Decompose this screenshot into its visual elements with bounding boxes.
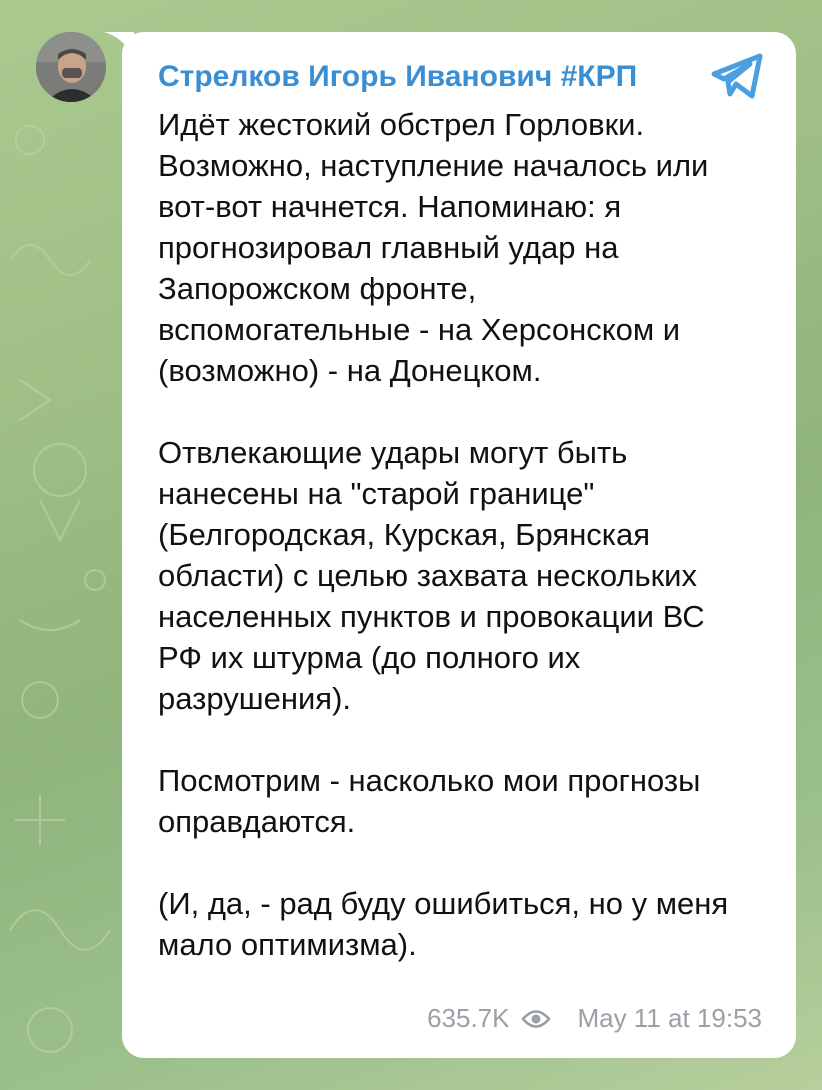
message-bubble <box>122 32 796 1058</box>
sender-name[interactable]: Стрелков Игорь Иванович #КРП <box>158 60 638 93</box>
telegram-share-icon[interactable] <box>710 52 766 100</box>
avatar-photo <box>36 32 106 102</box>
eye-icon <box>521 1008 551 1030</box>
message-text <box>158 104 768 965</box>
message-paragraph: Отвлекающие удары могут быть нанесены на "старой границе" (Белгородская, Курская, Брянская области) с целью захвата нескольких населенных пунктов и провокации ВС РФ их штурма (до полного их разрушения). <box>158 435 705 716</box>
avatar[interactable] <box>36 32 106 102</box>
timestamp: May 11 at 19:53 <box>577 1003 762 1033</box>
message-paragraph: Посмотрим - насколько мои прогнозы оправдаются. <box>158 763 701 839</box>
message-meta <box>427 1003 762 1034</box>
view-count: 635.7K <box>427 1003 510 1033</box>
message-paragraph: Идёт жестокий обстрел Горловки. Возможно, наступление началось или вот-вот начнется. Напоминаю: я прогнозировал главный удар на Запорожском фронте, вспомогательные - на Херсонском и (возможно) - на Донецком. <box>158 107 709 388</box>
message-paragraph: (И, да, - рад буду ошибиться, но у меня мало оптимизма). <box>158 886 729 962</box>
